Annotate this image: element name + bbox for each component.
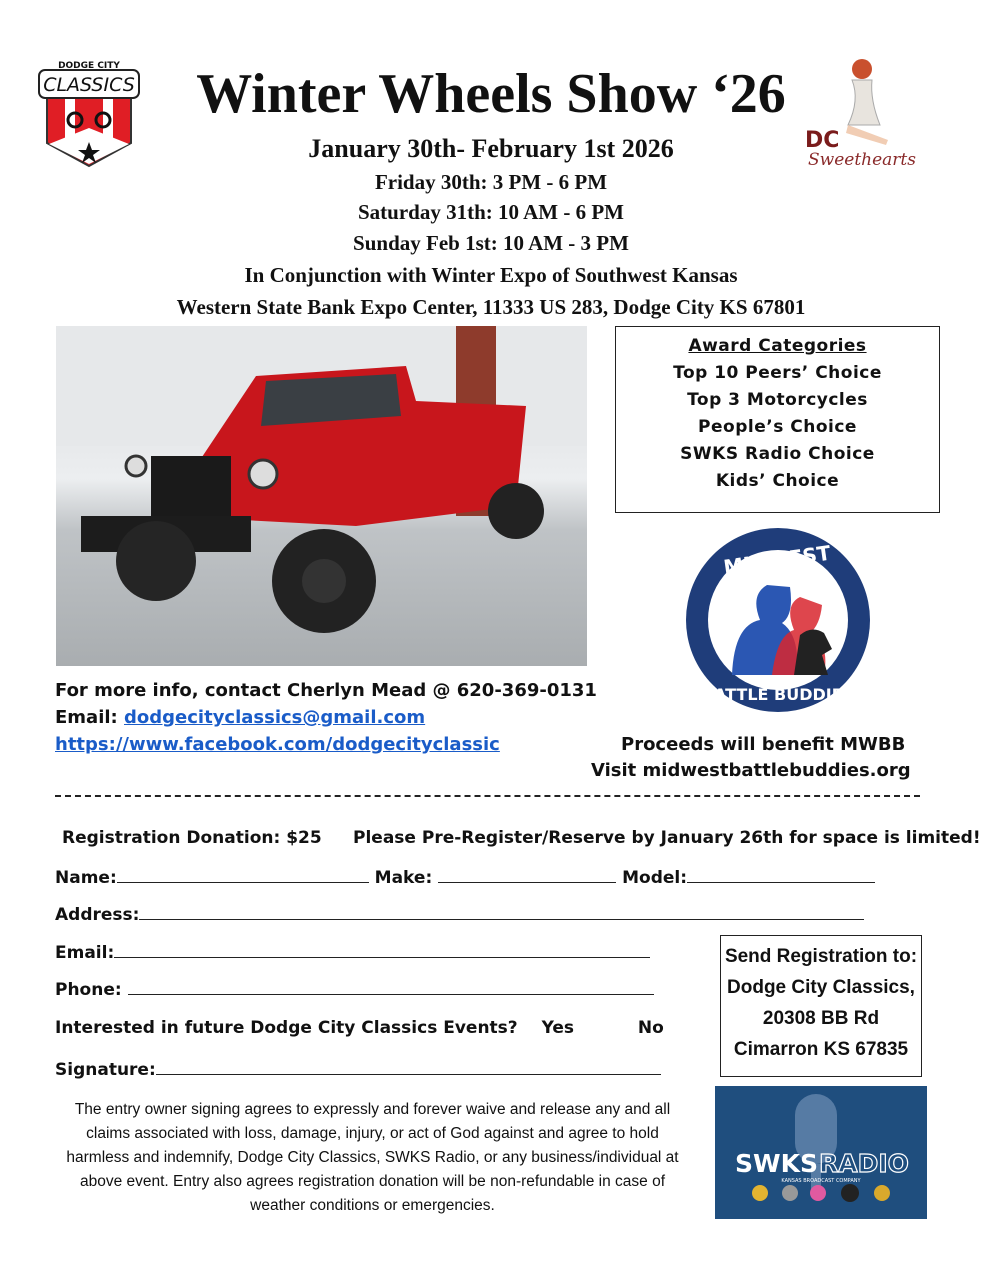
award-heading: Award Categories [688, 336, 867, 356]
registration-donation: Registration Donation: $25 [62, 828, 322, 848]
name-label: Name: [55, 868, 117, 888]
cut-divider [55, 795, 920, 797]
send-address-line: Cimarron KS 67835 [733, 1039, 909, 1060]
award-categories-box [615, 326, 940, 513]
make-label: Make: [374, 868, 433, 888]
preregister-notice: Please Pre-Register/Reserve by January 26th for space is limited! [353, 828, 981, 848]
email-line [55, 707, 425, 728]
send-address-line: 20308 BB Rd [762, 1008, 880, 1029]
schedule-sunday: Sunday Feb 1st: 10 AM - 3 PM [353, 231, 629, 255]
event-dates: January 30th- February 1st 2026 [308, 134, 674, 163]
email-link[interactable]: dodgecityclassics@gmail.com [124, 707, 426, 728]
send-heading: Send Registration to: [724, 946, 918, 967]
svg-text:CLASSICS: CLASSICS [43, 74, 135, 96]
signature-label: Signature: [55, 1060, 156, 1080]
swks-radio-logo [715, 1086, 927, 1219]
schedule-friday: Friday 30th: 3 PM - 6 PM [374, 170, 608, 194]
midwest-battle-buddies-logo [682, 525, 874, 715]
truck-photo [56, 326, 587, 666]
address-row [55, 903, 864, 925]
no-option[interactable]: No [637, 1018, 664, 1038]
signature-row [55, 1058, 661, 1080]
venue-address: Western State Bank Expo Center, 11333 US 283, Dodge City KS 67801 [176, 295, 806, 319]
interest-question: Interested in future Dodge City Classics Events? [55, 1018, 518, 1038]
phone-label: Phone: [55, 980, 122, 1000]
email-field[interactable] [114, 941, 650, 958]
name-make-model-row [55, 866, 875, 888]
proceeds-line: Proceeds will benefit MWBB [621, 734, 906, 755]
svg-text:MIDWEST: MIDWEST [722, 540, 833, 580]
svg-text:RADIO: RADIO [819, 1149, 909, 1178]
conjunction-text: In Conjunction with Winter Expo of Southwest Kansas [244, 263, 738, 287]
svg-text:DODGE CITY: DODGE CITY [58, 61, 120, 71]
email-row [55, 941, 650, 963]
svg-text:SWKS: SWKS [735, 1149, 818, 1178]
visit-line: Visit midwestbattlebuddies.org [591, 760, 911, 781]
send-address-line: Dodge City Classics, [727, 977, 915, 998]
yes-option[interactable]: Yes [541, 1018, 574, 1038]
svg-text:Sweethearts: Sweethearts [808, 150, 916, 170]
address-field[interactable] [139, 903, 864, 920]
facebook-link[interactable]: https://www.facebook.com/dodgecityclassic [55, 734, 500, 755]
schedule-saturday: Saturday 31th: 10 AM - 6 PM [358, 200, 624, 224]
award-item: SWKS Radio Choice [680, 444, 875, 464]
award-item: Top 3 Motorcycles [687, 390, 868, 410]
address-label: Address: [55, 905, 140, 925]
model-field[interactable] [687, 866, 875, 883]
model-label: Model: [622, 868, 688, 888]
phone-field[interactable] [128, 978, 654, 995]
email-form-label: Email: [55, 943, 115, 963]
make-field[interactable] [438, 866, 616, 883]
event-title: Winter Wheels Show ‘26 [196, 63, 786, 125]
svg-text:KANSAS BROADCAST COMPANY: KANSAS BROADCAST COMPANY [781, 1178, 861, 1184]
interest-row [55, 1018, 664, 1038]
svg-text:DC: DC [805, 128, 840, 153]
signature-field[interactable] [156, 1058, 661, 1075]
liability-waiver: The entry owner signing agrees to expressly and forever waive and release any and all claims associated with loss, damage, injury, or act of God against and agree to hold harmless and indemnify, Dodge City Classics, SWKS Radio, or any business/individual at above event. Entry also agrees registration donation will be non-refundable in case of weather conditions or emergencies. [66, 1101, 679, 1214]
svg-text:BATTLE BUDDIES: BATTLE BUDDIES [701, 685, 855, 704]
award-item: People’s Choice [698, 417, 857, 437]
send-registration-box [720, 935, 922, 1077]
award-item: Top 10 Peers’ Choice [673, 363, 882, 383]
award-item: Kids’ Choice [715, 471, 840, 491]
phone-row [55, 978, 654, 1000]
name-field[interactable] [117, 866, 369, 883]
email-label: Email: [55, 707, 125, 728]
contact-line: For more info, contact Cherlyn Mead @ 620-369-0131 [55, 680, 597, 701]
